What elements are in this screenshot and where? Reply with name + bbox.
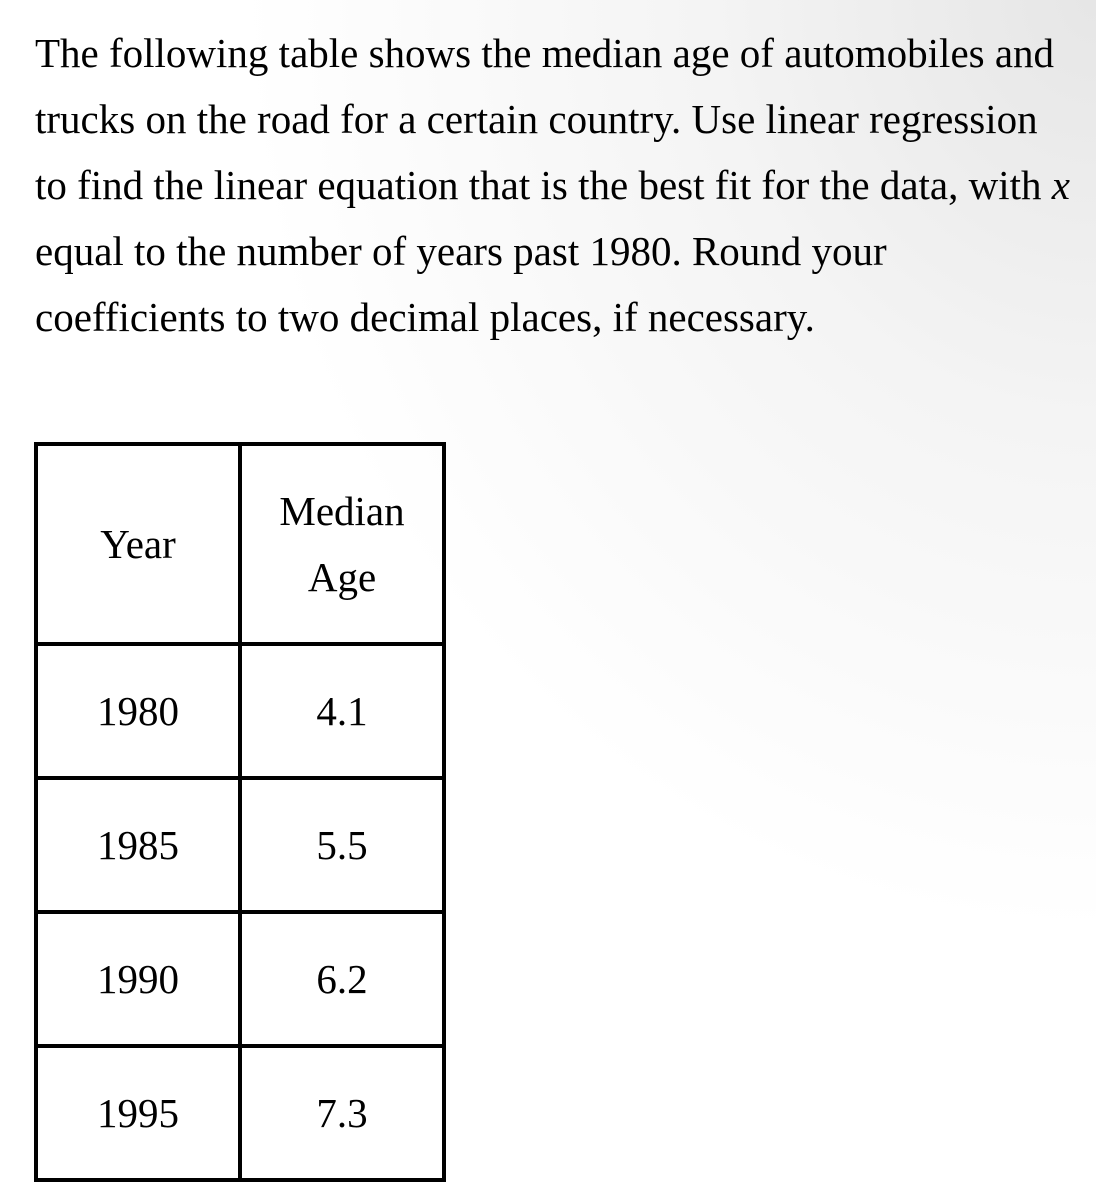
year-cell: 1990: [36, 912, 240, 1046]
table-row: [36, 778, 444, 912]
problem-text-end: equal to the number of years past 1980. Round your coefficients to two decimal places, if necessary.: [35, 228, 887, 340]
header-median-age-line2: Age: [307, 554, 377, 600]
age-cell: 4.1: [240, 644, 444, 778]
table-header-row: [36, 444, 444, 644]
year-cell: 1995: [36, 1046, 240, 1180]
header-year: Year: [36, 444, 240, 644]
age-cell: 6.2: [240, 912, 444, 1046]
data-table: [34, 442, 446, 1182]
header-median-age-line1: Median: [279, 488, 405, 534]
table-row: [36, 1046, 444, 1180]
age-cell: 5.5: [240, 778, 444, 912]
age-cell: 7.3: [240, 1046, 444, 1180]
header-median-age: [240, 444, 444, 644]
table-row: [36, 912, 444, 1046]
problem-statement: [35, 20, 1075, 350]
year-cell: 1980: [36, 644, 240, 778]
table-row: [36, 644, 444, 778]
problem-text-start: The following table shows the median age of automobiles and trucks on the road for a certain country. Use linear regression to find the linear equation that is the best fit for the data, with: [35, 30, 1055, 208]
variable-x: x: [1051, 162, 1070, 208]
year-cell: 1985: [36, 778, 240, 912]
